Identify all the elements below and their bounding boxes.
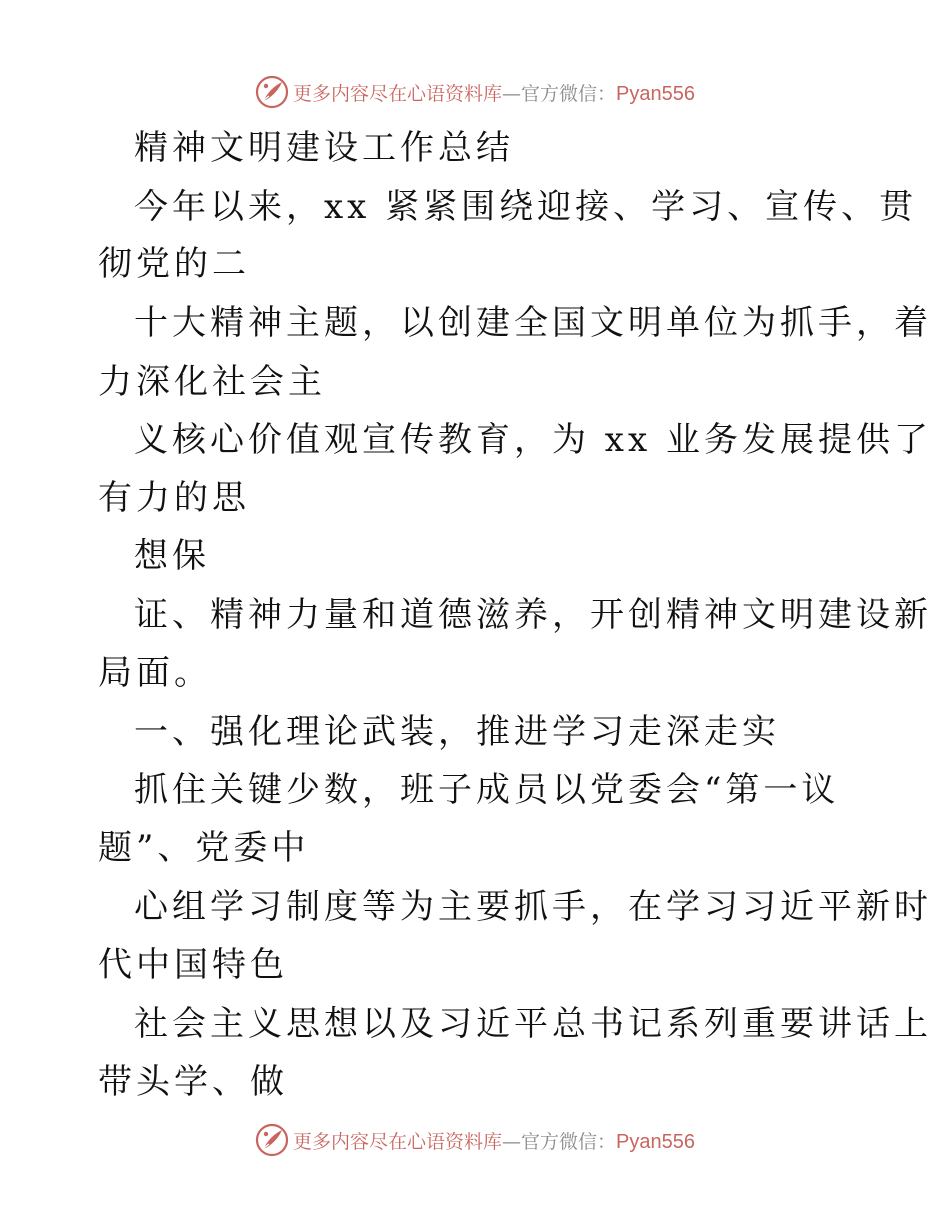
doc-line: 社会主义思想以及习近平总书记系列重要讲话上 — [134, 1004, 932, 1044]
watermark-brand: 更多内容尽在心语资料库 — [293, 82, 503, 105]
doc-line: 义核心价值观宣传教育，为 xx 业务发展提供了 — [134, 420, 932, 460]
watermark-id: Pyan556 — [616, 1130, 695, 1153]
doc-line: 有力的思 — [98, 478, 250, 518]
doc-line: 证、精神力量和道德滋养，开创精神文明建设新 — [134, 595, 932, 635]
quill-logo-icon — [255, 1123, 289, 1157]
doc-line: 力深化社会主 — [98, 362, 326, 402]
watermark-id: Pyan556 — [616, 82, 695, 105]
watermark-brand: 更多内容尽在心语资料库 — [293, 1130, 503, 1153]
watermark-text — [293, 1127, 695, 1154]
doc-line: 心组学习制度等为主要抓手，在学习习近平新时 — [134, 887, 932, 927]
watermark-official: 官方微信： — [521, 1130, 617, 1153]
watermark-dash: — — [502, 82, 522, 105]
doc-line: 今年以来，xx 紧紧围绕迎接、学习、宣传、贯 — [134, 187, 918, 227]
doc-line: 代中国特色 — [98, 945, 288, 985]
doc-line: 局面。 — [98, 653, 212, 693]
doc-line: 题”、党委中 — [98, 828, 310, 868]
doc-line: 抓住关键少数，班子成员以党委会“第一议 — [134, 770, 840, 810]
watermark-footer — [0, 1120, 950, 1160]
doc-title: 精神文明建设工作总结 — [134, 128, 514, 168]
doc-line: 彻党的二 — [98, 244, 250, 284]
doc-line: 想保 — [134, 536, 210, 576]
watermark-dash: — — [502, 1130, 522, 1153]
doc-line: 十大精神主题，以创建全国文明单位为抓手，着 — [134, 303, 932, 343]
doc-line: 带头学、做 — [98, 1062, 288, 1102]
watermark-official: 官方微信： — [521, 82, 617, 105]
doc-heading: 一、强化理论武装，推进学习走深走实 — [134, 712, 780, 752]
